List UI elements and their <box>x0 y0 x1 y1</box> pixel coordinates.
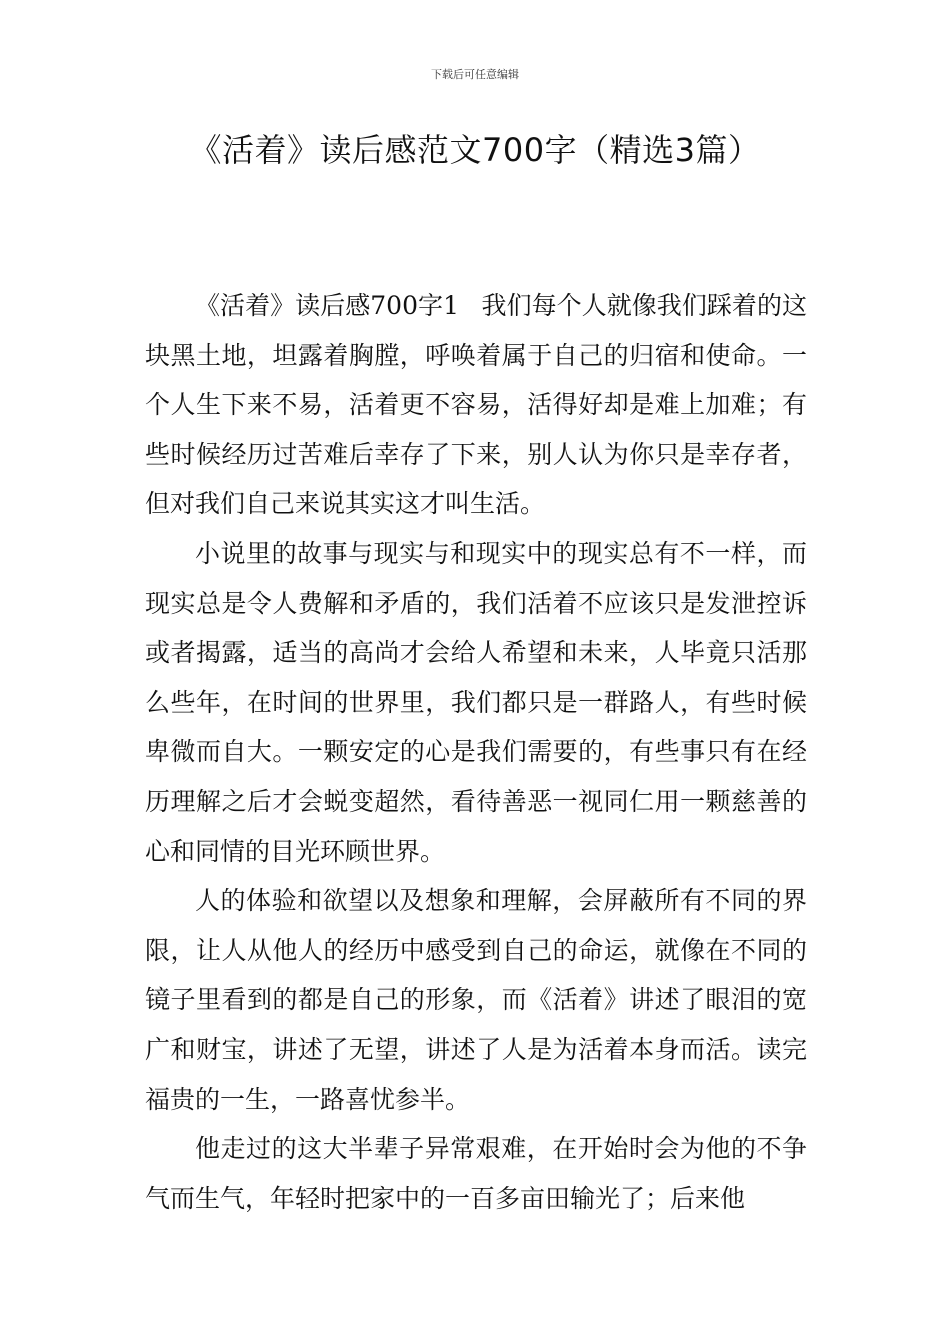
page-header-note: 下载后可任意编辑 <box>431 68 519 81</box>
paragraph-1 <box>145 281 807 529</box>
document-title: 《活着》读后感范文700字（精选3篇） <box>189 131 761 169</box>
paragraph-3: 人的体验和欲望以及想象和理解，会屏蔽所有不同的界限，让人从他人的经历中感受到自己的命运，就像在不同的镜子里看到的都是自己的形象，而《活着》讲述了眼泪的宽广和财宝，讲述了无望，讲述了人是为活着本身而活。读完福贵的一生，一路喜忧参半。 <box>145 886 807 1114</box>
paragraph-1-text: 我们每个人就像我们踩着的这块黑土地，坦露着胸膛，呼唤着属于自己的归宿和使命。一个人生下来不易，活着更不容易，活得好却是难上加难；有些时候经历过苦难后幸存了下来，别人认为你只是幸存者，但对我们自己来说其实这才叫生活。 <box>145 291 807 519</box>
paragraph-2: 小说里的故事与现实与和现实中的现实总有不一样，而现实总是令人费解和矛盾的，我们活着不应该只是发泄控诉或者揭露，适当的高尚才会给人希望和未来，人毕竟只活那么些年，在时间的世界里，我们都只是一群路人，有些时候卑微而自大。一颗安定的心是我们需要的，有些事只有在经历理解之后才会蜕变超然，看待善恶一视同仁用一颗慈善的心和同情的目光环顾世界。 <box>145 538 807 866</box>
document-body <box>145 281 807 1223</box>
essay-heading: 《活着》读后感700字1 <box>195 291 459 320</box>
paragraph-4: 他走过的这大半辈子异常艰难，在开始时会为他的不争气而生气，年轻时把家中的一百多亩田输光了；后来他 <box>145 1134 807 1213</box>
